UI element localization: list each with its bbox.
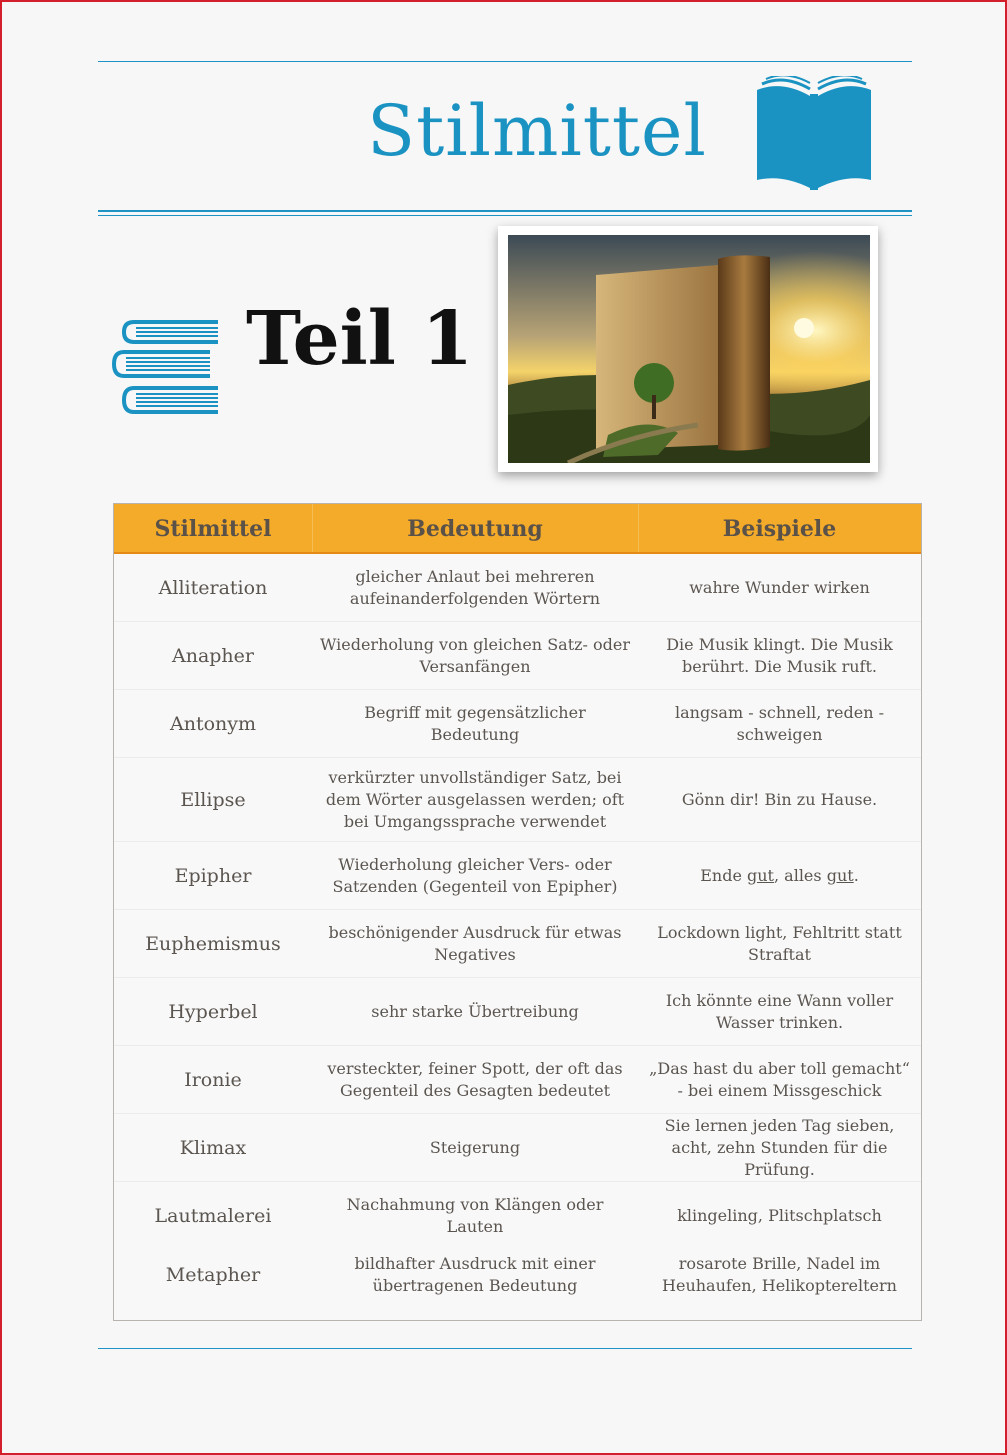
meaning-text: versteckter, feiner Spott, der oft das Gegenteil des Gesagten bedeutet xyxy=(327,1059,623,1100)
term-cell xyxy=(114,910,312,978)
term-text: Euphemismus xyxy=(145,933,281,955)
meaning-text: Wiederholung gleicher Vers- oder Satzenden (Gegenteil von Epipher) xyxy=(332,855,618,896)
example-cell xyxy=(638,622,921,690)
term-text: Ironie xyxy=(184,1069,242,1091)
term-text: Hyperbel xyxy=(168,1001,258,1023)
term-text: Ellipse xyxy=(180,789,246,811)
term-cell xyxy=(114,758,312,842)
table-row xyxy=(114,690,921,758)
table-row xyxy=(114,554,921,622)
column-header-beispiele: Beispiele xyxy=(722,516,837,542)
term-cell xyxy=(114,1046,312,1114)
table-row xyxy=(114,758,921,842)
meaning-cell xyxy=(312,910,638,978)
table-row xyxy=(114,622,921,690)
open-book-icon xyxy=(752,76,876,192)
example-cell xyxy=(638,554,921,622)
stilmittel-table xyxy=(113,503,922,1321)
example-cell xyxy=(638,978,921,1046)
example-text: Lockdown light, Fehltritt statt Straftat xyxy=(657,923,902,964)
term-text: Alliteration xyxy=(158,577,268,599)
example-text: Ende gut, alles gut. xyxy=(700,866,859,885)
table-row xyxy=(114,910,921,978)
stacked-books-icon xyxy=(110,318,224,422)
bottom-rule xyxy=(98,1348,912,1349)
term-text: Antonym xyxy=(169,713,257,735)
example-cell xyxy=(638,1114,921,1182)
meaning-cell xyxy=(312,758,638,842)
meaning-cell xyxy=(312,1046,638,1114)
column-header-stilmittel: Stilmittel xyxy=(154,516,272,542)
meaning-text: Wiederholung von gleichen Satz- oder Versanfängen xyxy=(319,635,631,676)
table-row xyxy=(114,1238,921,1312)
term-text: Lautmalerei xyxy=(154,1205,272,1227)
underlined-word: gut xyxy=(826,866,854,885)
example-cell xyxy=(638,842,921,910)
meaning-text: verkürzter unvollständiger Satz, bei dem Wörter ausgelassen werden; oft bei Umgangssprache verwendet xyxy=(325,768,625,831)
table-row xyxy=(114,978,921,1046)
term-cell xyxy=(114,1114,312,1182)
table-header xyxy=(114,504,921,554)
underlined-word: gut xyxy=(747,866,774,885)
term-text: Klimax xyxy=(179,1137,247,1159)
example-text: Ich könnte eine Wann voller Wasser trinken. xyxy=(665,991,894,1032)
term-cell xyxy=(114,554,312,622)
term-cell xyxy=(114,1238,312,1312)
example-cell xyxy=(638,1238,921,1312)
example-cell xyxy=(638,1046,921,1114)
example-text: Die Musik klingt. Die Musik berührt. Die Musik ruft. xyxy=(666,635,893,676)
term-text: Anapher xyxy=(171,645,254,667)
meaning-cell xyxy=(312,622,638,690)
term-cell xyxy=(114,690,312,758)
table-row xyxy=(114,842,921,910)
term-cell xyxy=(114,978,312,1046)
meaning-cell xyxy=(312,842,638,910)
example-cell xyxy=(638,690,921,758)
meaning-cell xyxy=(312,978,638,1046)
meaning-text: beschönigender Ausdruck für etwas Negatives xyxy=(328,923,622,964)
header-rule xyxy=(98,210,912,212)
meaning-cell xyxy=(312,1114,638,1182)
meaning-text: sehr starke Übertreibung xyxy=(371,1002,579,1021)
meaning-text: Nachahmung von Klängen oder Lauten xyxy=(346,1195,604,1236)
example-text: „Das hast du aber toll gemacht“ - bei einem Missgeschick xyxy=(649,1059,910,1100)
meaning-text: Steigerung xyxy=(429,1138,521,1157)
header-rule-thin xyxy=(98,215,912,216)
meaning-text: bildhafter Ausdruck mit einer übertragenen Bedeutung xyxy=(354,1254,596,1295)
meaning-cell xyxy=(312,554,638,622)
example-text: Gönn dir! Bin zu Hause. xyxy=(681,790,878,809)
meaning-text: Begriff mit gegensätzlicher Bedeutung xyxy=(364,703,586,744)
section-label: Teil 1 xyxy=(246,296,474,382)
term-cell xyxy=(114,842,312,910)
term-cell xyxy=(114,622,312,690)
photo-frame xyxy=(498,226,878,472)
top-rule xyxy=(98,61,912,62)
example-text: langsam - schnell, reden - schweigen xyxy=(675,703,884,744)
example-cell xyxy=(638,758,921,842)
example-text: wahre Wunder wirken xyxy=(689,578,870,597)
book-landscape-image xyxy=(508,235,870,463)
term-text: Epipher xyxy=(174,865,252,887)
term-text: Metapher xyxy=(165,1264,261,1286)
example-text: rosarote Brille, Nadel im Heuhaufen, Helikoptereltern xyxy=(662,1254,897,1295)
column-header-bedeutung: Bedeutung xyxy=(407,516,543,542)
meaning-cell xyxy=(312,690,638,758)
example-text: klingeling, Plitschplatsch xyxy=(677,1206,882,1225)
page-title: Stilmittel xyxy=(367,90,707,172)
meaning-text: gleicher Anlaut bei mehreren aufeinanderfolgenden Wörtern xyxy=(349,567,601,608)
meaning-cell xyxy=(312,1238,638,1312)
example-cell xyxy=(638,910,921,978)
example-text: Sie lernen jeden Tag sieben, acht, zehn Stunden für die Prüfung. xyxy=(664,1116,895,1179)
table-row xyxy=(114,1046,921,1114)
table-row xyxy=(114,1114,921,1182)
